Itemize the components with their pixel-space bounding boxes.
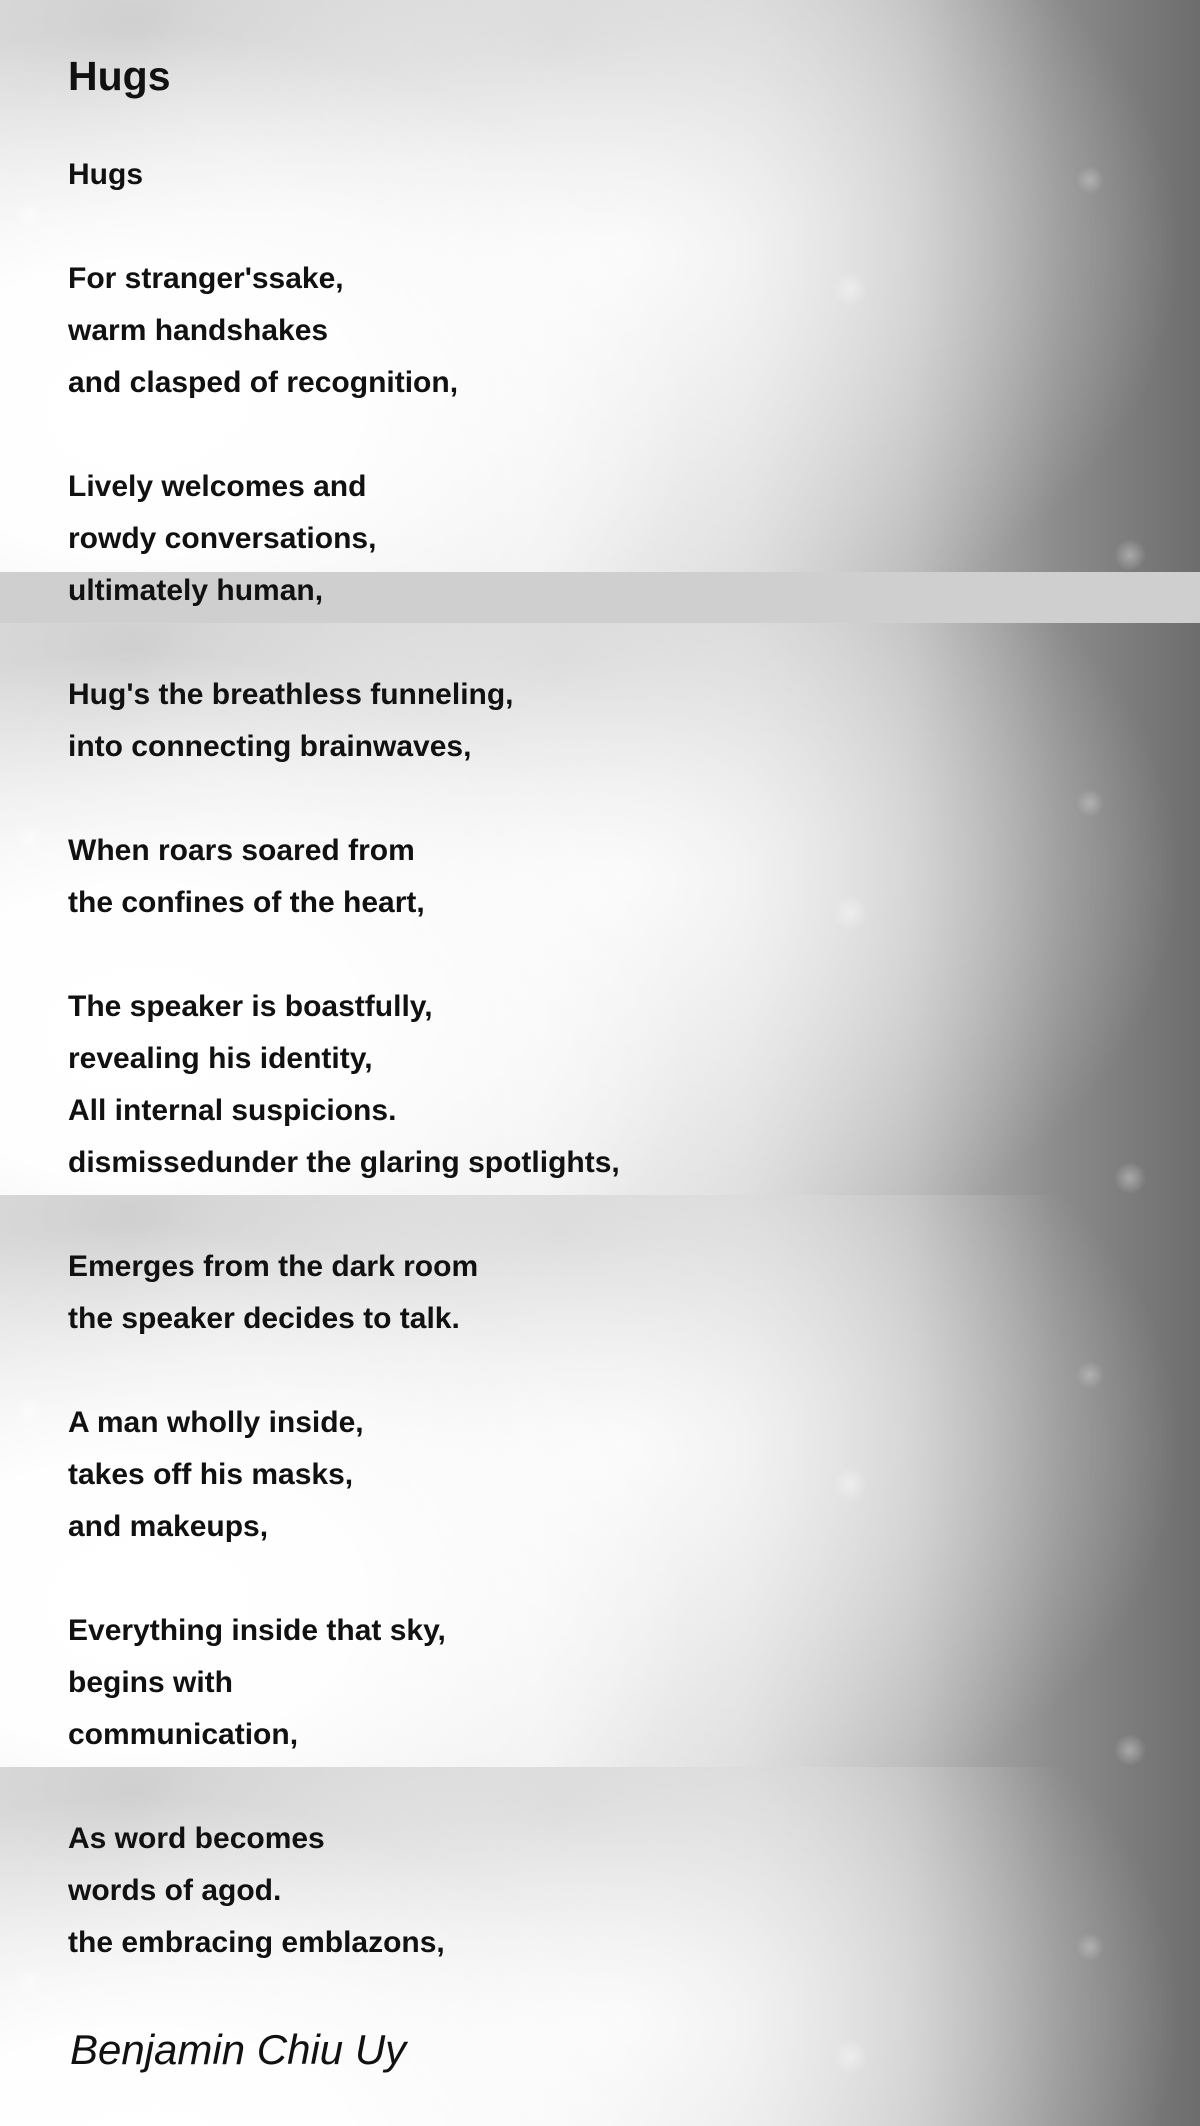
poem-line: As word becomes — [68, 1822, 325, 1855]
poem-line: and clasped of recognition, — [68, 366, 459, 399]
stanza-break — [68, 773, 620, 825]
poem-line: For stranger'ssake, — [68, 262, 344, 295]
stanza-break — [68, 409, 620, 461]
poem-line: and makeups, — [68, 1510, 269, 1543]
poem-line: All internal suspicions. — [68, 1094, 397, 1127]
poem-line: into connecting brainwaves, — [68, 730, 472, 763]
poem-line: The speaker is boastfully, — [68, 990, 433, 1023]
poem-body — [68, 149, 620, 1969]
poem-line: Everything inside that sky, — [68, 1614, 446, 1647]
poem-line: dismissedunder the glaring spotlights, — [68, 1146, 620, 1179]
poem-line: rowdy conversations, — [68, 522, 377, 555]
poem-line: begins with — [68, 1666, 233, 1699]
stanza-break — [68, 1553, 620, 1605]
poem-author: Benjamin Chiu Uy — [70, 2026, 407, 2073]
stanza-break — [68, 1345, 620, 1397]
poem-line: communication, — [68, 1718, 299, 1751]
stanza-break — [68, 201, 620, 253]
poem-line: Emerges from the dark room — [68, 1250, 479, 1283]
poem-line: revealing his identity, — [68, 1042, 373, 1075]
poem-line: ultimately human, — [68, 574, 324, 607]
poem-line: takes off his masks, — [68, 1458, 354, 1491]
poem-line: Hug's the breathless funneling, — [68, 678, 514, 711]
stanza-break — [68, 1189, 620, 1241]
poem-line: words of agod. — [68, 1874, 282, 1907]
poem-title: Hugs — [68, 53, 171, 99]
poem-line: Hugs — [68, 158, 143, 191]
poem-line: Lively welcomes and — [68, 470, 367, 503]
poem-line: When roars soared from — [68, 834, 415, 867]
stanza-break — [68, 617, 620, 669]
poem-line: the confines of the heart, — [68, 886, 425, 919]
poem-line: the speaker decides to talk. — [68, 1302, 460, 1335]
poem-line: warm handshakes — [68, 314, 329, 347]
stanza-break — [68, 929, 620, 981]
stanza-break — [68, 1761, 620, 1813]
poem-line: A man wholly inside, — [68, 1406, 364, 1439]
poem-line: the embracing emblazons, — [68, 1926, 445, 1959]
